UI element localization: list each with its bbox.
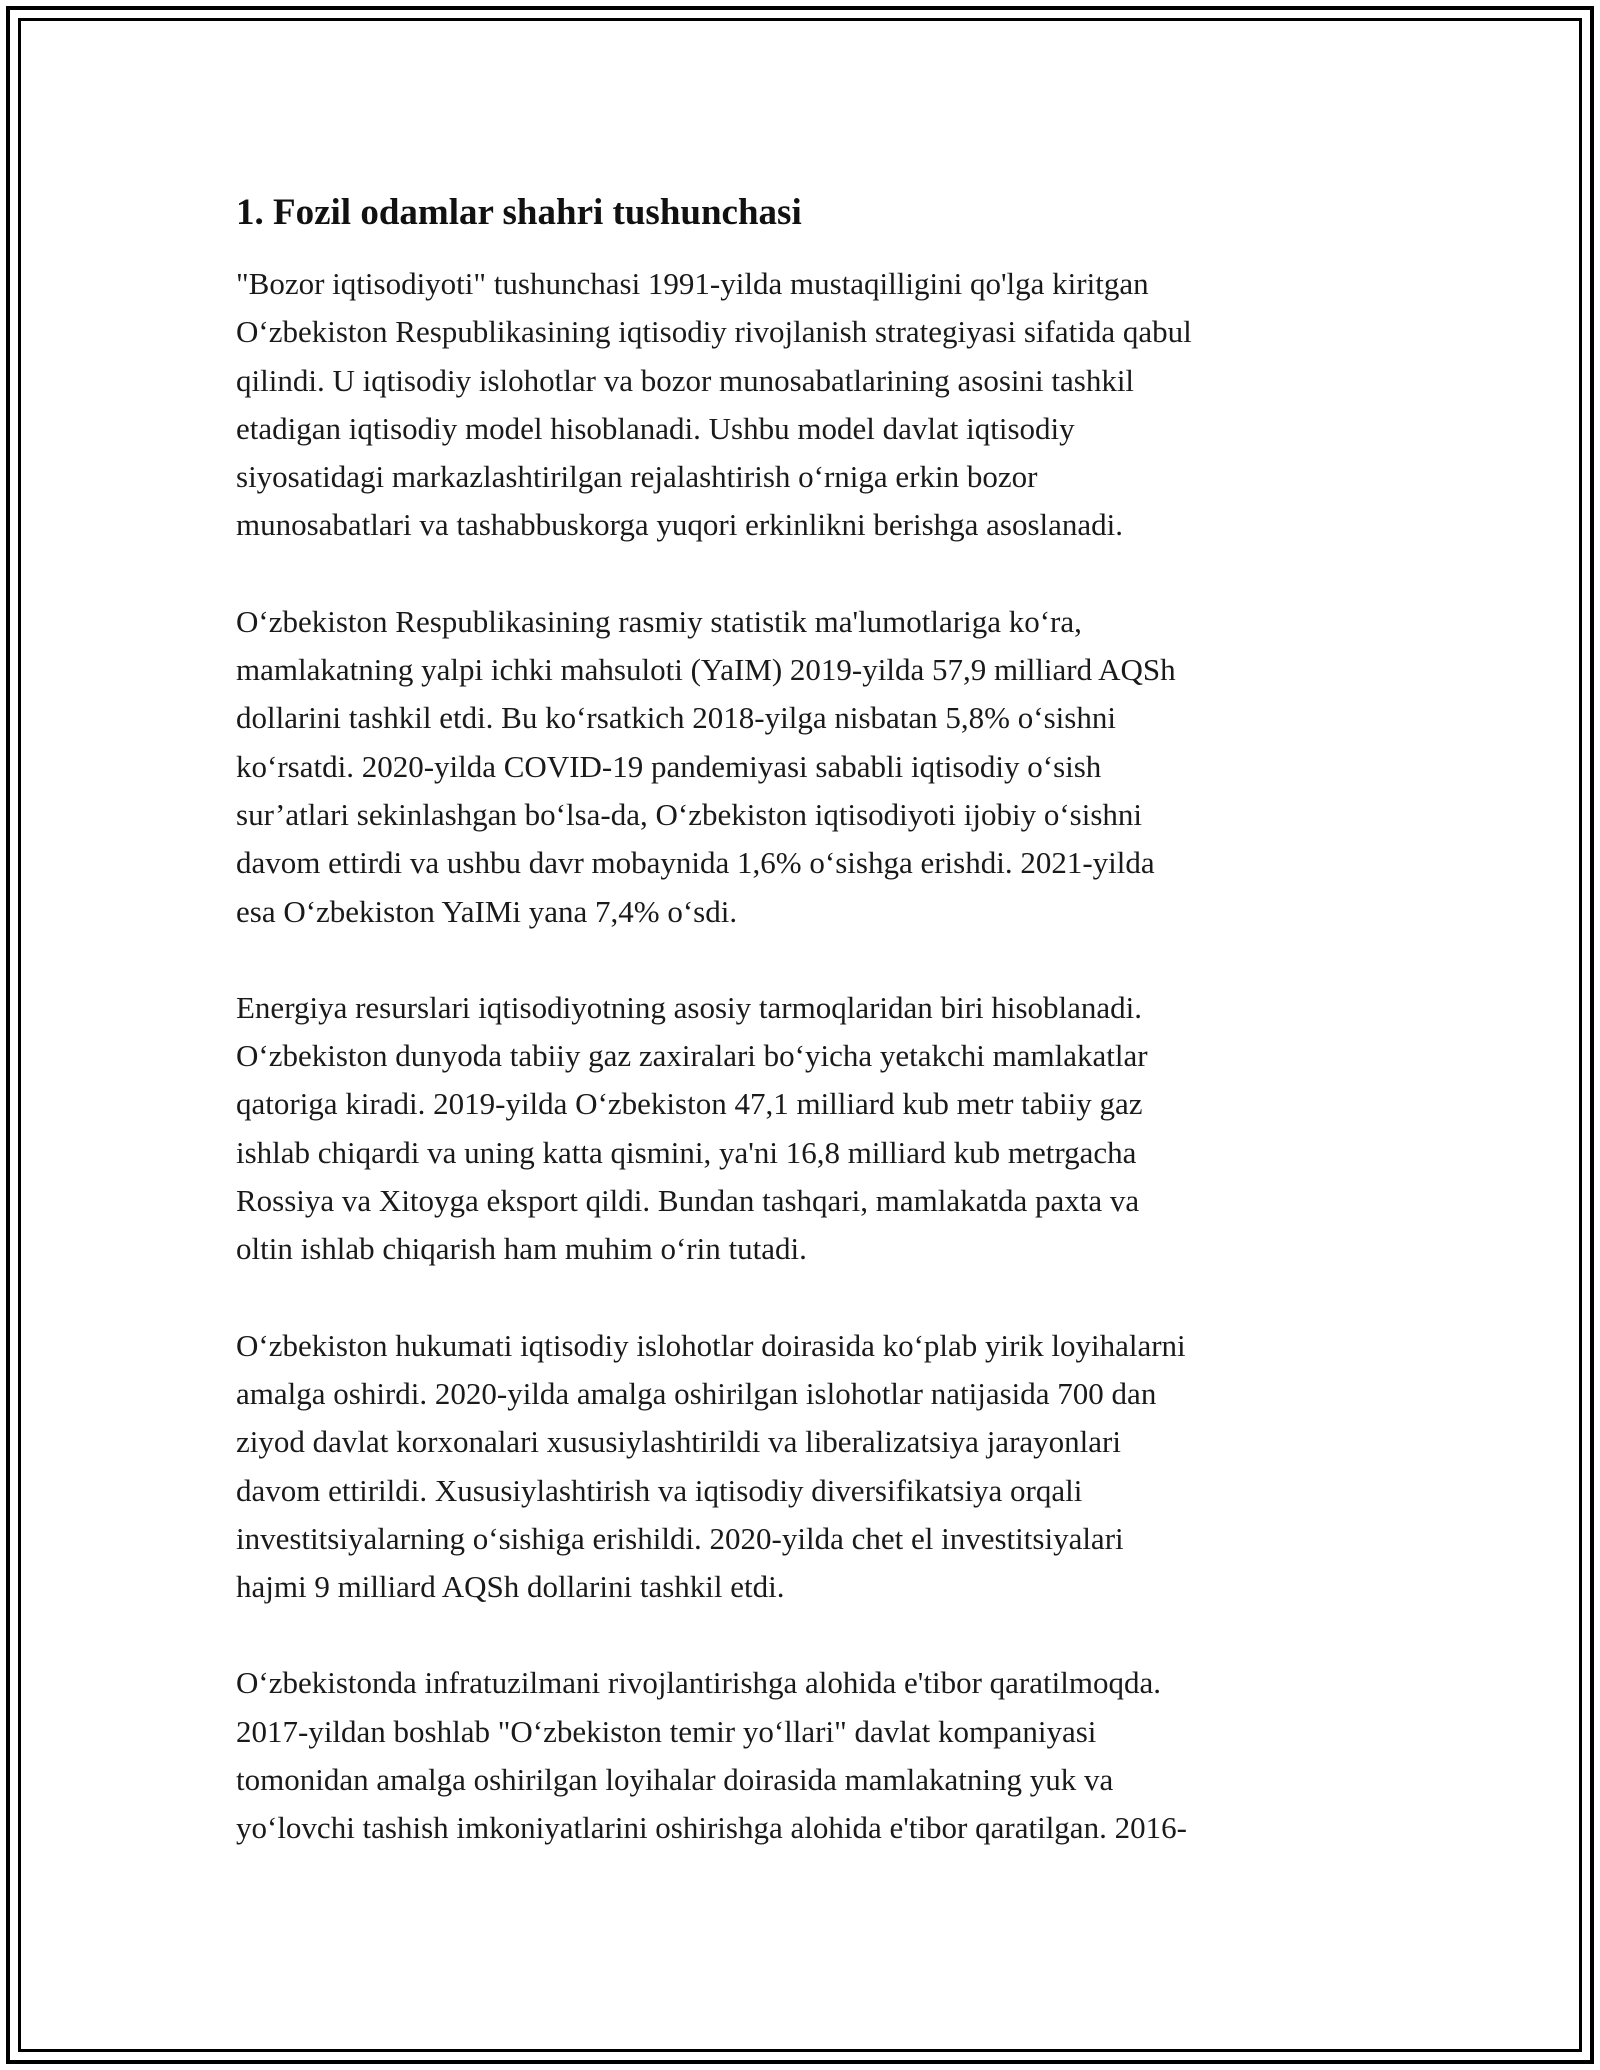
- document-body: [236, 188, 1376, 1901]
- paragraph-infrastructure: O‘zbekistonda infratuzilmani rivojlantirishga alohida e'tibor qaratilmoqda. 2017-yildan boshlab "O‘zbekiston temir yo‘llari" davlat kompaniyasi tomonidan amalga oshirilgan loyihalar doirasida mamlakatning yuk va yo‘lovchi tashish imkoniyatlarini oshirishga alohida e'tibor qaratilgan. 2016-: [236, 1665, 1187, 1846]
- section-title: 1. Fozil odamlar shahri tushunchasi: [236, 192, 802, 233]
- paragraph-market-economy: "Bozor iqtisodiyoti" tushunchasi 1991-yilda mustaqilligini qo'lga kiritgan O‘zbekiston Respublikasining iqtisodiy rivojlanish strategiyasi sifatida qabul qilindi. U iqtisodiy islohotlar va bozor munosabatlarining asosini tashkil etadigan iqtisodiy model hisoblanadi. Ushbu model davlat iqtisodiy siyosatidagi markazlashtirilgan rejalashtirish o‘rniga erkin bozor munosabatlari va tashabbuskorga yuqori erkinlikni berishga asoslanadi.: [236, 266, 1192, 543]
- paragraph-energy-resources: Energiya resurslari iqtisodiyotning asosiy tarmoqlaridan biri hisoblanadi. O‘zbekiston dunyoda tabiiy gaz zaxiralari bo‘yicha yetakchi mamlakatlar qatoriga kiradi. 2019-yilda O‘zbekiston 47,1 milliard kub metr tabiiy gaz ishlab chiqardi va uning katta qismini, ya'ni 16,8 milliard kub metrgacha Rossiya va Xitoyga eksport qildi. Bundan tashqari, mamlakatda paxta va oltin ishlab chiqarish ham muhim o‘rin tutadi.: [236, 989, 1148, 1267]
- paragraph-economic-reforms: O‘zbekiston hukumati iqtisodiy islohotlar doirasida ko‘plab yirik loyihalarni amalga oshirdi. 2020-yilda amalga oshirilgan islohotlar natijasida 700 dan ziyod davlat korxonalari xususiylashtirildi va liberalizatsiya jarayonlari davom ettirildi. Xususiylashtirish va iqtisodiy diversifikatsiya orqali investitsiyalarning o‘sishiga erishildi. 2020-yilda chet el investitsiyalari hajmi 9 milliard AQSh dollarini tashkil etdi.: [236, 1327, 1186, 1605]
- paragraph-gdp-statistics: O‘zbekiston Respublikasining rasmiy statistik ma'lumotlariga ko‘ra, mamlakatning yalpi ichki mahsuloti (YaIM) 2019-yilda 57,9 milliard AQSh dollarini tashkil etdi. Bu ko‘rsatkich 2018-yilga nisbatan 5,8% o‘sishni ko‘rsatdi. 2020-yilda COVID-19 pandemiyasi sababli iqtisodiy o‘sish sur’atlari sekinlashgan bo‘lsa-da, O‘zbekiston iqtisodiyoti ijobiy o‘sishni davom ettirdi va ushbu davr mobaynida 1,6% o‘sishga erishdi. 2021-yilda esa O‘zbekiston YaIMi yana 7,4% o‘sdi.: [236, 603, 1176, 929]
